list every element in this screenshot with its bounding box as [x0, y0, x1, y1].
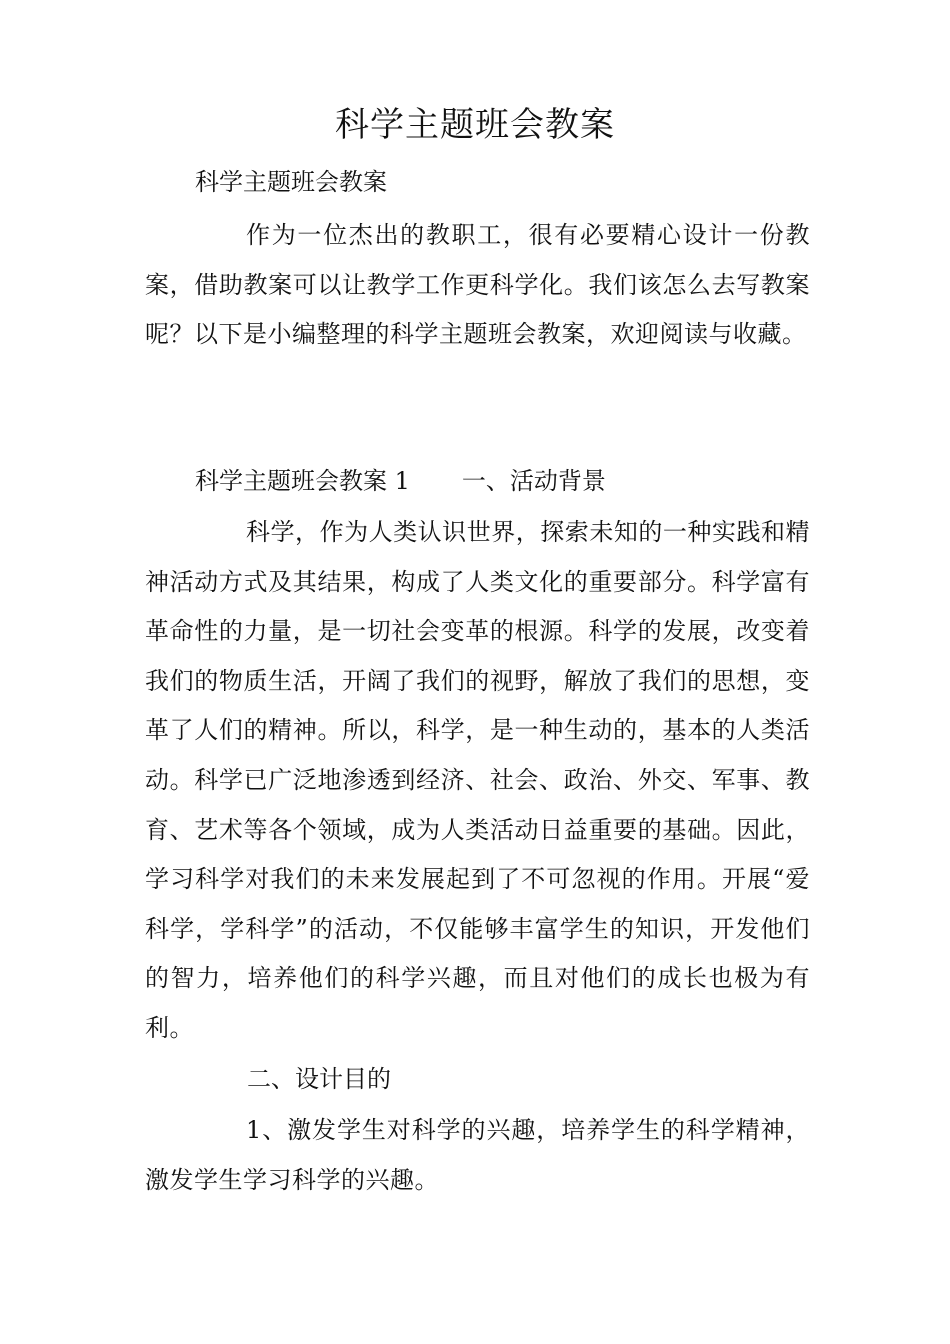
intro-paragraph: 作为一位杰出的教职工，很有必要精心设计一份教案，借助教案可以让教学工作更科学化。我们该怎么去写教案呢？以下是小编整理的科学主题班会教案，欢迎阅读与收藏。	[145, 221, 810, 349]
section-1-label: 科学主题班会教案 1	[195, 467, 410, 495]
section-1-line	[195, 459, 606, 503]
section-1-heading: 一、活动背景	[461, 467, 606, 495]
section-2-heading: 二、设计目的	[247, 1065, 391, 1093]
document-title: 科学主题班会教案	[335, 105, 615, 145]
document-subtitle: 科学主题班会教案	[195, 168, 387, 196]
background-paragraph: 科学，作为人类认识世界，探索未知的一种实践和精神活动方式及其结果，构成了人类文化的重要部分。科学富有革命性的力量，是一切社会变革的根源。科学的发展，改变着我们的物质生活，开阔了我们的视野，解放了我们的思想，变革了人们的精神。所以，科学，是一种生动的，基本的人类活动。科学已广泛地渗透到经济、社会、政治、外交、军事、教育、艺术等各个领域，成为人类活动日益重要的基础。因此，学习科学对我们的未来发展起到了不可忽视的作用。开展“爱科学，学科学”的活动，不仅能够丰富学生的知识，开发他们的智力，培养他们的科学兴趣，而且对他们的成长也极为有利。	[145, 518, 810, 1042]
goal-1-paragraph: 1、激发学生对科学的兴趣，培养学生的科学精神，激发学生学习科学的兴趣。	[145, 1116, 810, 1194]
